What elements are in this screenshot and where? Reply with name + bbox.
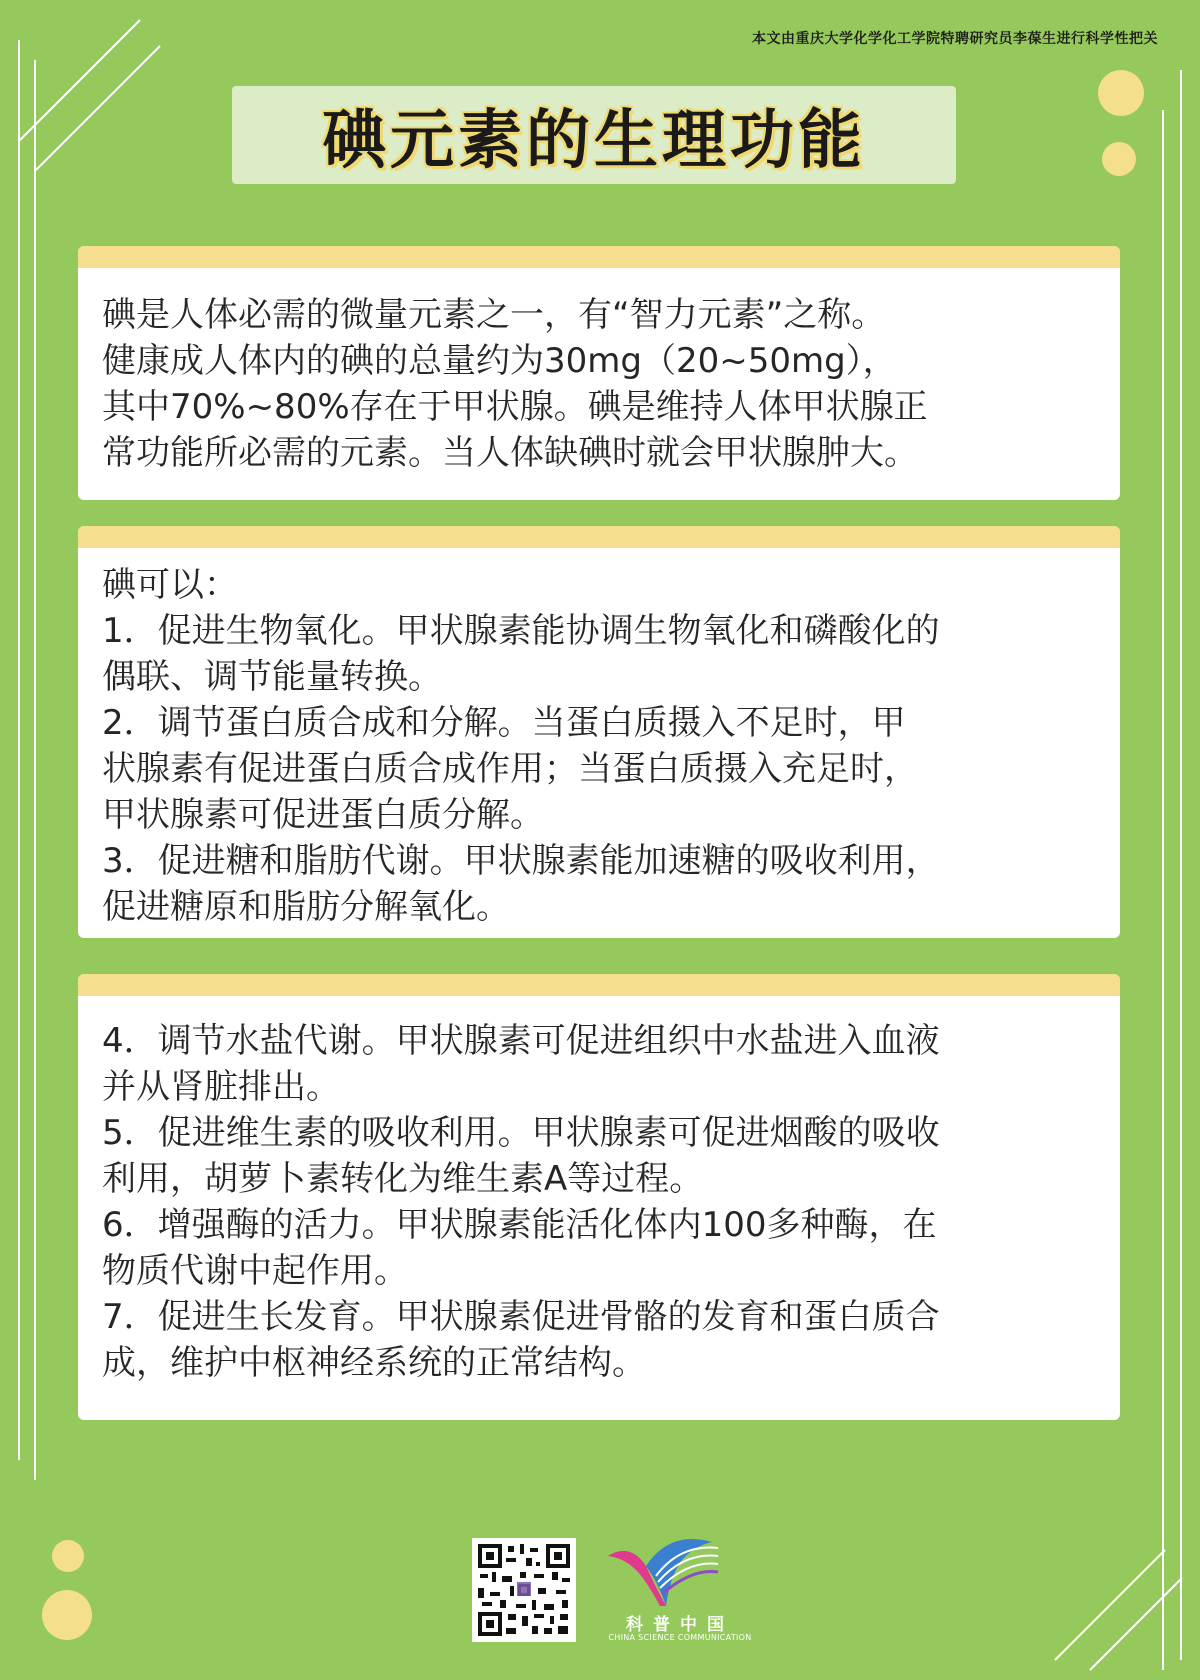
function-line: 5．促进维生素的吸收利用。甲状腺素可促进烟酸的吸收 — [102, 1113, 940, 1153]
kepu-wave-icon — [600, 1536, 760, 1616]
intro-card — [78, 246, 1120, 500]
decorative-circle-bottom-small — [52, 1540, 84, 1572]
function-line: 7．促进生长发育。甲状腺素促进骨骼的发育和蛋白质合 — [102, 1297, 940, 1337]
logo-chinese-text: 科普中国 — [626, 1615, 734, 1635]
diagonal-top-left-2 — [36, 46, 160, 170]
decorative-circle-top-large — [1098, 70, 1144, 116]
review-credit: 本文由重庆大学化学化工学院特聘研究员李葆生进行科学性把关 — [752, 31, 1158, 47]
function-line: 4．调节水盐代谢。甲状腺素可促进组织中水盐进入血液 — [102, 1021, 940, 1061]
function-line: 物质代谢中起作用。 — [102, 1251, 408, 1291]
functions-card-1 — [78, 526, 1120, 938]
intro-line: 常功能所必需的元素。当人体缺碘时就会甲状腺肿大。 — [102, 433, 918, 473]
function-line: 1．促进生物氧化。甲状腺素能协调生物氧化和磷酸化的 — [102, 611, 940, 651]
intro-text — [78, 268, 1120, 476]
diagonal-bottom-right-1 — [1055, 1550, 1165, 1660]
card-header-bar — [78, 526, 1120, 548]
functions-text-1 — [78, 548, 1120, 930]
decorative-circle-bottom-large — [42, 1590, 92, 1640]
qr-code-icon — [476, 1542, 572, 1638]
function-line: 促进糖原和脂肪分解氧化。 — [102, 887, 510, 927]
diagonal-top-left-1 — [20, 20, 140, 140]
intro-line: 其中70%~80%存在于甲状腺。碘是维持人体甲状腺正 — [102, 387, 928, 427]
function-line: 偶联、调节能量转换。 — [102, 657, 442, 697]
function-line: 利用，胡萝卜素转化为维生素A等过程。 — [102, 1159, 704, 1199]
page-title: 碘元素的生理功能 — [322, 104, 866, 178]
function-line: 成，维护中枢神经系统的正常结构。 — [102, 1343, 646, 1383]
card-header-bar — [78, 974, 1120, 996]
kepu-china-logo[interactable] — [600, 1536, 760, 1646]
qr-code[interactable] — [472, 1538, 576, 1642]
decorative-circle-top-small — [1102, 142, 1136, 176]
logo-english-text: CHINA SCIENCE COMMUNICATION — [608, 1633, 752, 1642]
intro-line: 碘是人体必需的微量元素之一，有“智力元素”之称。 — [102, 295, 886, 335]
intro-line: 健康成人体内的碘的总量约为30mg（20~50mg）， — [102, 341, 897, 381]
function-line: 2．调节蛋白质合成和分解。当蛋白质摄入不足时，甲 — [102, 703, 906, 743]
function-line: 并从肾脏排出。 — [102, 1067, 340, 1107]
functions-text-2 — [78, 996, 1120, 1386]
function-line: 碘可以： — [102, 565, 238, 605]
function-line: 6．增强酶的活力。甲状腺素能活化体内100多种酶，在 — [102, 1205, 937, 1245]
card-header-bar — [78, 246, 1120, 268]
functions-card-2 — [78, 974, 1120, 1420]
title-box — [232, 86, 956, 184]
function-line: 状腺素有促进蛋白质合成作用；当蛋白质摄入充足时， — [102, 749, 918, 789]
diagonal-bottom-right-2 — [1090, 1578, 1182, 1670]
function-line: 甲状腺素可促进蛋白质分解。 — [102, 795, 544, 835]
function-line: 3．促进糖和脂肪代谢。甲状腺素能加速糖的吸收利用， — [102, 841, 940, 881]
